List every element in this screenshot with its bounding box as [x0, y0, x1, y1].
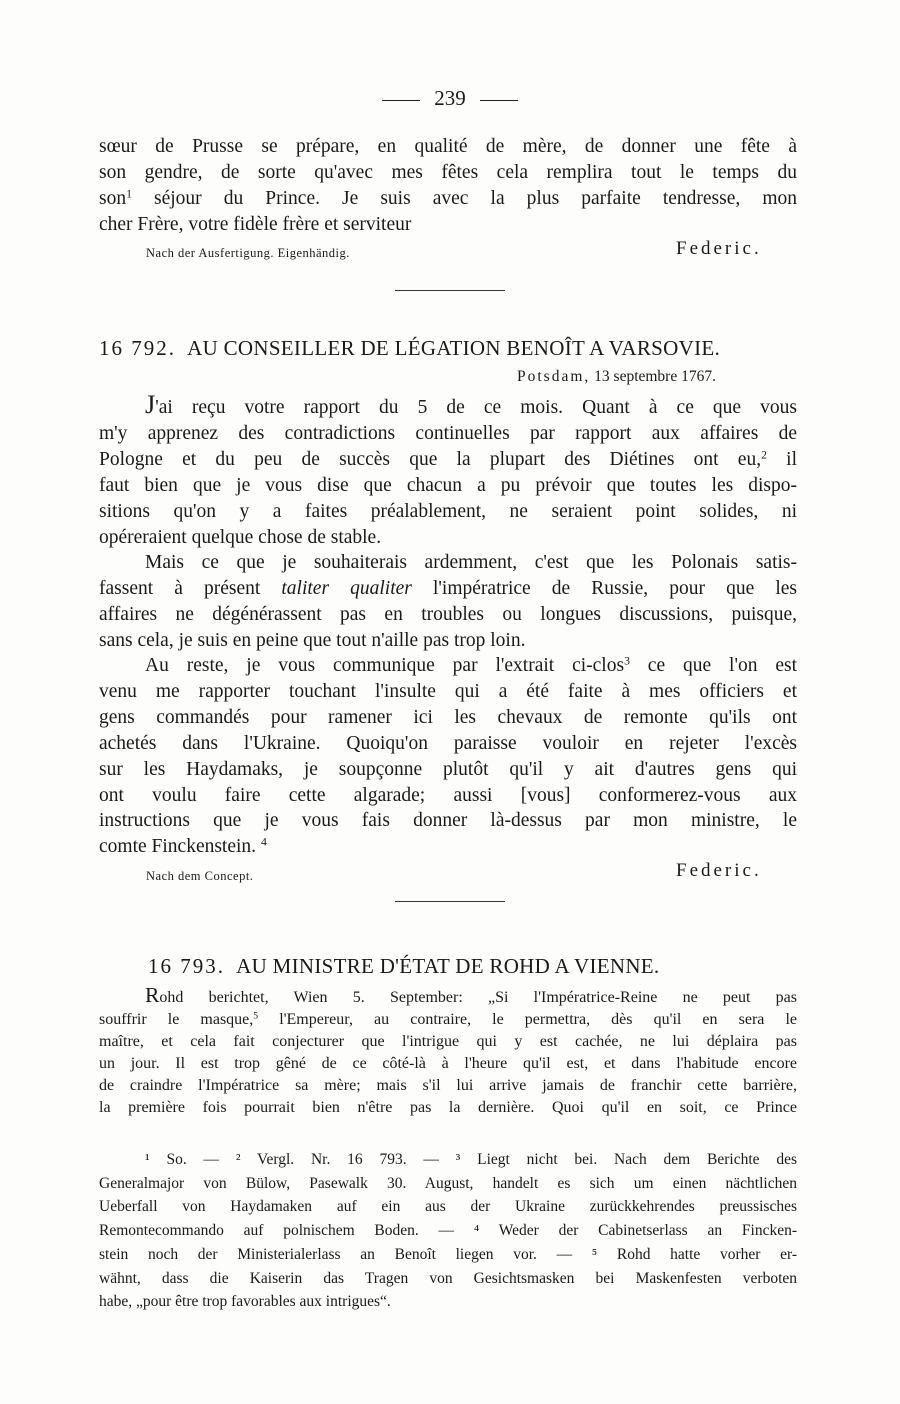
text-line: ont voulu faire cette algarade; aussi [vous] conformerez-vous aux: [99, 784, 797, 806]
italic-phrase: taliter qualiter: [281, 577, 412, 599]
running-head: [0, 86, 900, 111]
text-line: [99, 1009, 797, 1031]
source-note: Nach dem Concept.: [146, 869, 254, 883]
text-line: sœur de Prusse se prépare, en qualité de mère, de donner une fête à: [99, 136, 797, 157]
text-fragment: 'ai reçu votre rapport du 5 de ce mois. Quant à ce que vous: [155, 397, 797, 418]
text-line: sans cela, je suis en peine que tout n'aille pas trop loin.: [99, 629, 526, 651]
text-line: m'y apprenez des contradictions continuelles par rapport aux affaires de: [99, 422, 797, 444]
text-line: sitions qu'on y a faites préalablement, ne seraient point solides, ni: [99, 500, 797, 522]
text-line: [99, 834, 797, 860]
carryover-paragraph: [99, 134, 797, 238]
footnote-ref: 3: [624, 654, 630, 668]
signature: Federic.: [676, 238, 762, 259]
text-line: opéreraient quelque chose de stable.: [99, 526, 382, 548]
text-line: maître, et cela fait conjecturer que l'intrigue qui y est cachée, ne lui déplaira pas: [99, 1032, 797, 1050]
footnote-mark: ¹: [145, 1151, 150, 1168]
text-fragment: son: [99, 187, 127, 209]
footnote-line: Generalmajor von Bülow, Pasewalk 30. August, handelt es sich um einen nächtlichen: [99, 1174, 797, 1192]
text-fragment: l'impératrice de Russie, pour que les: [433, 577, 798, 599]
text-line: de craindre l'Impératrice sa mère; mais s'il lui arrive jamais de franchir cette barrière,: [99, 1076, 797, 1094]
text-line: [99, 983, 797, 1009]
running-head-dash-left: [382, 100, 420, 101]
date: 13 septembre 1767.: [594, 368, 716, 385]
footnote-line: habe, „pour être trop favorables aux intrigues“.: [99, 1293, 391, 1311]
footnote-line: Remontecommando auf polnischem Boden. — ⁴ Weder der Cabinetserlass an Fincken-: [99, 1222, 797, 1240]
text-line: [99, 390, 797, 421]
text-line: la première fois pourrait bien n'être pas la dernière. Quoi qu'il en soit, ce Prince: [99, 1098, 797, 1116]
footnote-line: wähnt, dass die Kaiserin das Tragen von Gesichtsmasken bei Maskenfesten verboten: [99, 1269, 797, 1287]
text-fragment: Au reste, je vous communique par l'extrait ci-clos: [145, 655, 625, 676]
text-fragment: ce que l'on est: [647, 655, 798, 676]
text-fragment: Pologne et du peu de succès que la plupart des Diétines ont eu,: [99, 448, 762, 470]
text-fragment: l'Empereur, au contraire, le permettra, dès qu'il en sera le: [279, 1010, 798, 1028]
initial-letter: J: [145, 390, 156, 419]
source-note: Nach der Ausfertigung. Eigenhändig.: [146, 246, 350, 260]
letter-heading: [99, 336, 797, 361]
text-line: un jour. Il est trop gêné de ce côté-là à l'heure qu'il est, et dans l'habitude encore: [99, 1054, 797, 1072]
text-line: [99, 576, 797, 602]
footnote-ref: 1: [126, 187, 132, 201]
initial-letter: R: [145, 983, 160, 1007]
text-fragment: fassent à présent: [99, 577, 261, 599]
text-line: instructions que je vous fais donner là-dessus par mon ministre, le: [99, 810, 797, 832]
text-line: faut bien que je vous dise que chacun a pu prévoir que toutes les dispo-: [99, 474, 797, 496]
text-line: [99, 447, 797, 473]
letter-paragraph-1: [99, 390, 797, 550]
footnotes: [99, 1148, 797, 1314]
dateline: [517, 368, 716, 386]
section-divider: [395, 901, 505, 902]
text-line: [99, 186, 797, 212]
letter-paragraph-3: [99, 653, 797, 860]
text-line: [99, 653, 797, 679]
footnote-ref: 2: [761, 448, 767, 462]
text-fragment: séjour du Prince. Je suis avec la plus parfaite tendresse, mon: [154, 187, 797, 209]
text-line: achetés dans l'Ukraine. Quoiqu'on paraisse vouloir en rejeter l'excès: [99, 732, 797, 754]
text-line: Mais ce que je souhaiterais ardemment, c'est que les Polonais satis-: [145, 552, 797, 573]
text-fragment: souffrir le masque,: [99, 1010, 254, 1028]
letter-paragraph-2: [99, 550, 797, 654]
text-line: venu me rapporter touchant l'insulte qui a été faite à mes officiers et: [99, 680, 797, 702]
signature: Federic.: [676, 860, 762, 881]
text-fragment: ohd berichtet, Wien 5. September: „Si l'Impératrice-Reine ne peut pas: [159, 989, 797, 1006]
letter-number: 16 792.: [99, 336, 176, 360]
running-head-dash-right: [480, 100, 518, 101]
report-extract: [99, 983, 798, 1118]
text-fragment: il: [786, 448, 797, 470]
letter-number: 16 793.: [148, 954, 225, 978]
footnote-ref: 5: [253, 1010, 259, 1022]
letter-title: AU CONSEILLER DE LÉGATION BENOÎT A VARSOVIE.: [187, 336, 721, 360]
text-line: gens commandés pour ramener ici les chevaux de remonte qu'ils ont: [99, 706, 797, 728]
text-line: son gendre, de sorte qu'avec mes fêtes cela remplira tout le temps du: [99, 161, 797, 183]
page-number: 239: [434, 86, 466, 110]
footnote-line: [99, 1148, 797, 1172]
section-divider: [395, 290, 505, 291]
text-fragment: So. — ² Vergl. Nr. 16 793. — ³ Liegt nicht bei. Nach dem Berichte des: [166, 1151, 798, 1168]
text-line: affaires ne dégénérassent pas en troubles ou longues discussions, puisque,: [99, 603, 797, 625]
text-line: cher Frère, votre fidèle frère et serviteur: [99, 213, 412, 235]
date-place: Potsdam,: [517, 368, 591, 385]
letter-title: AU MINISTRE D'ÉTAT DE ROHD A VIENNE.: [236, 954, 660, 978]
text-fragment: comte Finckenstein.: [99, 836, 257, 858]
text-line: sur les Haydamaks, je soupçonne plutôt qu'il y ait d'autres gens qui: [99, 758, 797, 780]
footnote-line: Ueberfall von Haydamaken auf ein aus der Ukraine zurückkehrendes preussisches: [99, 1198, 797, 1216]
footnote-line: stein noch der Ministerialerlass an Benoît liegen vor. — ⁵ Rohd hatte vorher er-: [99, 1245, 797, 1263]
footnote-ref: 4: [260, 835, 267, 849]
letter-heading: [148, 954, 846, 979]
